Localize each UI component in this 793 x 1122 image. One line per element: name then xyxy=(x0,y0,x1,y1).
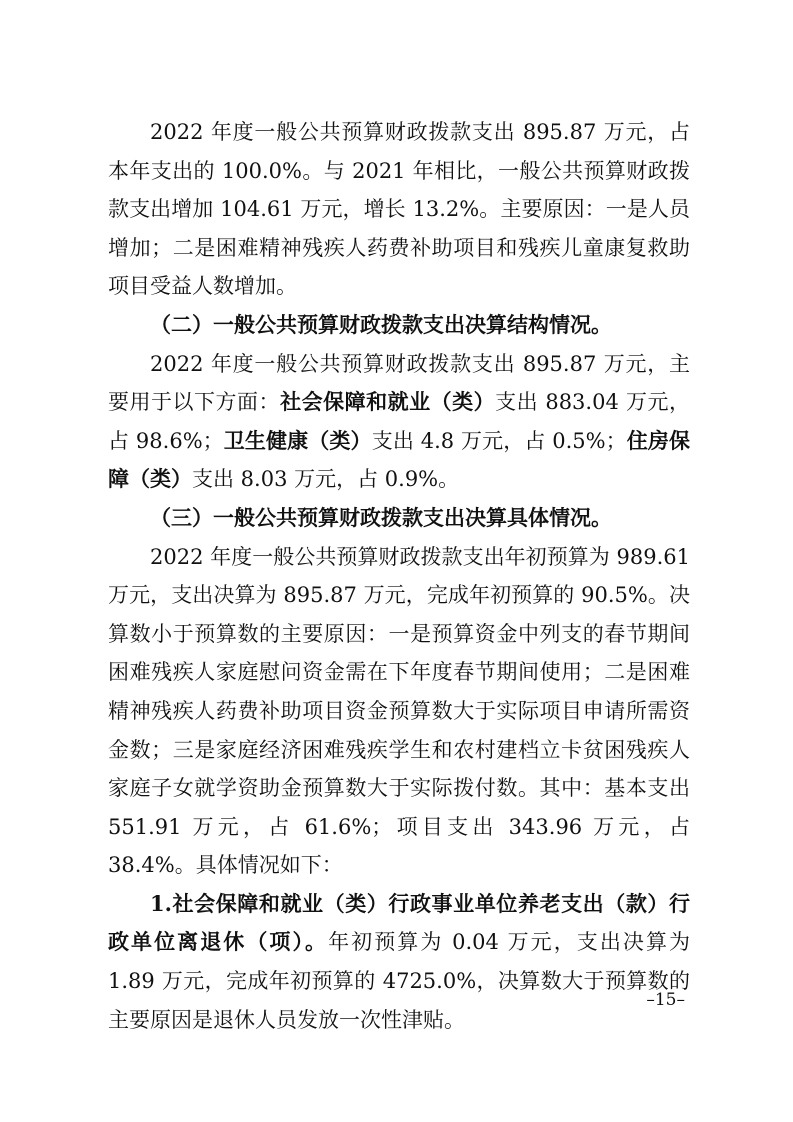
retirement-item-label: 1.社会保障和就业（类）行政事业单位养老支出（款）行政单位离退休（项）。 xyxy=(108,890,690,955)
category-housing-label: 住房保障（类） xyxy=(108,427,691,492)
retirement-item-text: 年初预算为 0.04 万元，支出决算为 1.89 万元，完成年初预算的 4725.0%，决算数大于预算数的主要原因是退休人员发放一次性津贴。 xyxy=(108,930,691,1032)
paragraph-expenditure-overview: 2022 年度一般公共预算财政拨款支出 895.87 万元，占本年支出的 100.0%。与 2021 年相比，一般公共预算财政拨款支出增加 104.61 万元，增长 13.2%。主要原因：一是人员增加；二是困难精神残疾人药费补助项目和残疾儿童康复救助项目受益人数增加。 xyxy=(108,120,690,299)
paragraph-expenditure-details: 2022 年度一般公共预算财政拨款支出年初预算为 989.61 万元，支出决算为 895.87 万元，完成年初预算的 90.5%。决算数小于预算数的主要原因：一是预算资金中列支的春节期间困难残疾人家庭慰问资金需在下年度春节期间使用；二是困难精神残疾人药费补助项目资金预算数大于实际项目申请所需资金数；三是家庭经济困难残疾学生和农村建档立卡贫困残疾人家庭子女就学资助金预算数大于实际拨付数。其中：基本支出 551.91 万元，占 61.6%；项目支出 343.96 万元，占 38.4%。具体情况如下： xyxy=(108,544,690,878)
section-heading-details: （三）一般公共预算财政拨款支出决算具体情况。 xyxy=(150,504,612,530)
paragraph-expenditure-structure xyxy=(108,345,690,499)
category-housing-text: 支出 8.03 万元，占 0.9%。 xyxy=(192,467,460,492)
structure-intro: 2022 年度一般公共预算财政拨款支出 895.87 万元，主要用于以下方面： xyxy=(108,351,690,415)
category-health-label: 卫生健康（类） xyxy=(223,427,372,453)
category-social-security-text: 支出 883.04 万元，占 98.6%； xyxy=(108,390,691,453)
page-number: –15– xyxy=(646,990,685,1010)
category-health-text: 支出 4.8 万元，占 0.5%； xyxy=(371,428,627,453)
section-heading-structure: （二）一般公共预算财政拨款支出决算结构情况。 xyxy=(150,311,612,337)
category-social-security-label: 社会保障和就业（类） xyxy=(280,389,496,415)
document-body xyxy=(108,113,690,1039)
paragraph-retirement-item xyxy=(108,885,690,1039)
